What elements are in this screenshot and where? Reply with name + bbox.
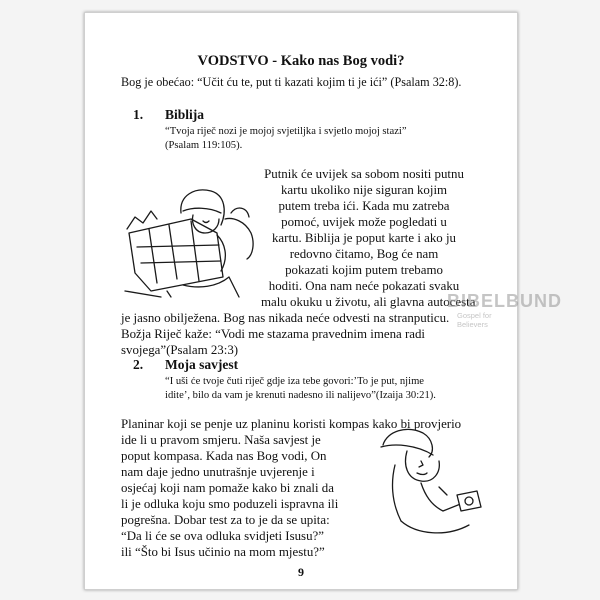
section-2-body-line: “Da li će se ova odluka svidjeti Isusu?” <box>121 529 324 543</box>
page-title: VODSTVO - Kako nas Bog vodi? <box>197 53 405 69</box>
section-2-body-line: li je odluka koju smo poduzeli ispravna ili <box>121 497 339 511</box>
section-1-body-line: kartu ukoliko nije siguran kojim <box>280 183 448 197</box>
section-1-body-line: svojega”(Psalam 23:3) <box>121 343 239 357</box>
section-2-quote-line-1: “I uši će tvoje čuti riječ gdje iza tebe govori:’To je put, njime <box>165 376 425 387</box>
section-2-body-line: pogrešna. Dobar test za to je da se upita: <box>121 513 330 527</box>
section-1-heading: Biblija <box>165 107 205 122</box>
section-2-body-line: osjećaj koji nam pomaže kako bi znali da <box>121 481 334 495</box>
section-2-body-line: ili “Što bi Isus učinio na mom mjestu?” <box>121 545 325 559</box>
section-1-body-line: Božja Riječ kaže: “Vodi me stazama pravednim imena radi <box>121 327 426 341</box>
hiker-compass-illustration <box>377 425 489 543</box>
traveller-map-illustration <box>121 173 261 299</box>
intro-text: Bog je obećao: “Učit ću te, put ti kazati kojim ti je ići” (Psalam 32:8). <box>121 75 462 89</box>
section-1-body-line: pokazati kojim putem trebamo <box>285 263 443 277</box>
book-page <box>84 12 562 590</box>
section-2-quote-line-2: idite’, bilo da vam je krenuti nadesno ili nalijevo”(Izaija 30:21). <box>165 390 436 401</box>
section-1-body-line: malu okuku u životu, ali glavna autocesta <box>261 295 476 309</box>
section-1-quote-line-2: (Psalam 119:105). <box>165 140 243 151</box>
section-2-body-line: ide li u pravom smjeru. Naša savjest je <box>121 433 321 447</box>
section-2-body-line: nam daje jedno unutrašnje uvjerenje i <box>121 465 315 479</box>
section-2-body-line: poput kompasa. Kada nas Bog vodi, On <box>121 449 327 463</box>
section-1-body-line: je jasno obilježena. Bog nas nikada neće odvesti na stranputicu. <box>121 311 450 325</box>
section-1-body-line: putem treba ići. Kada mu zatreba <box>278 199 450 213</box>
watermark-brand: BIBELBUND <box>447 291 562 311</box>
section-1-number: 1. <box>133 107 144 122</box>
section-1-body-line: Putnik će uvijek sa sobom nositi putnu <box>264 167 464 181</box>
section-1-body-line: hoditi. Ona nam neće pokazati svaku <box>268 279 460 293</box>
section-2-body-line: Planinar koji se penje uz planinu koristi kompas kako bi provjerio <box>121 417 462 431</box>
section-1-body-line: pomoć, uvijek može pogledati u <box>281 215 447 229</box>
section-2-number: 2. <box>133 357 144 372</box>
section-1-quote-line-1: “Tvoja riječ nozi je mojoj svjetiljka i svjetlo mojoj stazi” <box>165 126 407 137</box>
page-number: 9 <box>298 565 304 579</box>
section-1-body-line: redovno čitamo, Bog će nam <box>289 247 439 261</box>
section-1-body-line: kartu. Biblija je poput karte i ako ju <box>271 231 456 245</box>
watermark-tagline: Gospel for Believers <box>457 311 492 329</box>
section-2-heading: Moja savjest <box>165 357 239 372</box>
